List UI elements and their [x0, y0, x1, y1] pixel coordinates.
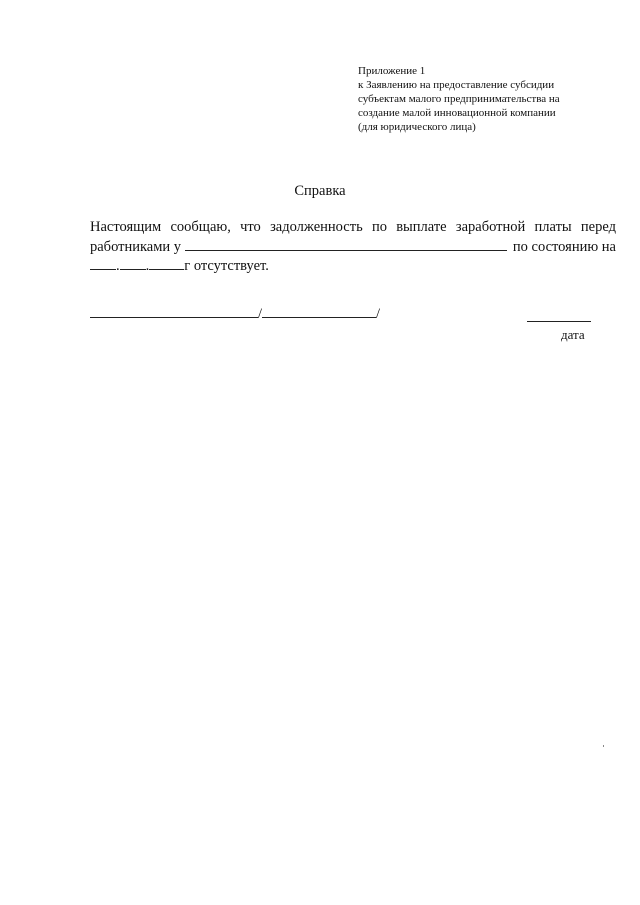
- date-separator: .: [145, 258, 150, 274]
- signature-slash: /: [258, 306, 263, 322]
- absence-statement: г отсутствует.: [184, 258, 269, 274]
- date-field[interactable]: [527, 321, 591, 322]
- year-field[interactable]: [149, 256, 184, 270]
- day-field[interactable]: [90, 256, 116, 270]
- employees-label: работниками у: [90, 239, 182, 255]
- as-of-label: по состоянию на: [512, 239, 616, 255]
- body-line-2: [90, 237, 616, 256]
- scan-speck: [603, 745, 604, 747]
- appendix-line: Приложение 1: [358, 65, 426, 77]
- signature-slash: /: [376, 306, 381, 322]
- body-line-1: Настоящим сообщаю, что задолженность по выплате заработной платы перед: [90, 219, 616, 235]
- signatory-name-field[interactable]: [262, 303, 376, 318]
- body-line-3: [90, 256, 616, 275]
- appendix-line: к Заявлению на предоставление субсидии: [358, 79, 555, 91]
- signature-block: [90, 303, 380, 323]
- month-field[interactable]: [120, 256, 146, 270]
- signature-field[interactable]: [90, 303, 258, 318]
- appendix-line: создание малой инновационной компании: [358, 107, 556, 119]
- appendix-line: субъектам малого предпринимательства на: [358, 93, 560, 105]
- organization-name-field[interactable]: [185, 237, 507, 251]
- document-title: Справка: [294, 183, 346, 199]
- date-separator: .: [116, 258, 120, 274]
- date-label: дата: [561, 327, 585, 342]
- appendix-header: [358, 64, 618, 134]
- appendix-line: (для юридического лица): [358, 121, 476, 133]
